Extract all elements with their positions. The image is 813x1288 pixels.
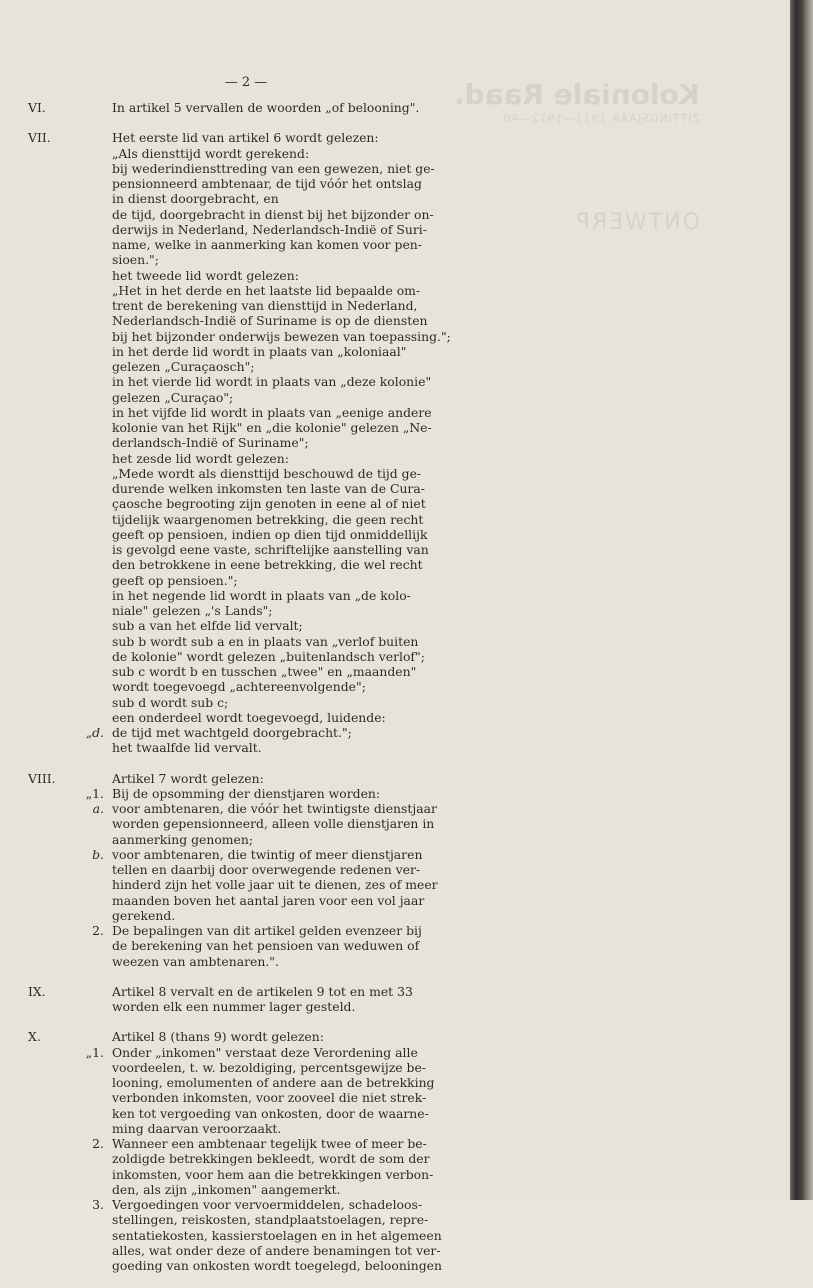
item-text — [112, 130, 451, 725]
text-line: wordt toegevoegd „achtereenvolgende"; — [112, 679, 366, 695]
text-line: Wanneer een ambtenaar tegelijk twee of meer be- — [112, 1136, 427, 1151]
section-item — [28, 740, 428, 755]
text-line: niale" gelezen „'s Lands"; — [112, 603, 273, 618]
text-line: inkomsten, voor hem aan die betrekkingen verbon- — [112, 1166, 434, 1182]
text-line: in het vierde lid wordt in plaats van „deze kolonie" — [112, 374, 432, 390]
text-line: derlandsch-Indië of Suriname"; — [112, 435, 309, 451]
text-line: Artikel 8 vervalt en de artikelen 9 tot en met 33 — [112, 983, 413, 999]
section-item: 2. Wanneer een ambtenaar tegelijk twee of meer be- zoldigde betrekkingen bekleedt, wordt de som der inkomsten, voor hem aan die betrekkingen verbon- den, als zijn „inkomen" aangemerkt. — [28, 1136, 428, 1197]
text-line: worden elk een nummer lager gesteld. — [112, 999, 356, 1014]
text-line: sub b wordt sub a en in plaats van „verlof buiten — [112, 633, 419, 649]
text-line: „Als diensttijd wordt gerekend: — [112, 145, 310, 161]
section-item — [28, 771, 428, 786]
text-line: bij wederindiensttreding van een gewezen, niet ge- — [112, 160, 435, 176]
text-line: in het negende lid wordt in plaats van „de kolo- — [112, 587, 411, 603]
article-section — [28, 100, 428, 115]
section-number: VI. — [28, 100, 46, 115]
text-line: in het derde lid wordt in plaats van „koloniaal" — [112, 343, 407, 359]
text-line: de berekening van het pensioen van weduwen of — [112, 938, 420, 954]
text-line: kolonie van het Rijk" en „die kolonie" gelezen „Ne- — [112, 420, 432, 435]
text-line: het zesde lid wordt gelezen: — [112, 450, 289, 466]
section-number: VII. — [28, 130, 51, 146]
item-text — [112, 771, 417, 786]
text-line: sub d wordt sub c; — [112, 694, 229, 710]
bleed-through-draft: ONTWERP — [574, 210, 700, 235]
text-line: ken tot vergoeding van onkosten, door de waarne- — [112, 1105, 429, 1121]
text-line: bij het bijzonder onderwijs bewezen van toepassing."; — [112, 328, 451, 344]
text-line: hinderd zijn het volle jaar uit te dienen, zes of meer — [112, 877, 438, 893]
text-line: aanmerking genomen; — [112, 831, 254, 847]
section-item: 2. De bepalingen van dit artikel gelden evenzeer bij de berekening van het pensioen van weduwen of weezen van ambtenaren.". — [28, 923, 428, 969]
text-line: voordeelen, t. w. bezoldiging, percentsgewijze be- — [112, 1059, 426, 1075]
text-line: verbonden inkomsten, voor zooveel die niet strek- — [112, 1090, 427, 1106]
text-line: geeft op pensioen."; — [112, 572, 238, 588]
text-line: Vergoedingen voor vervoermiddelen, schadeloos- — [112, 1197, 423, 1212]
text-line: het twaalfde lid vervalt. — [112, 740, 262, 756]
text-line: de tijd, doorgebracht in dienst bij het bijzonder on- — [112, 206, 434, 222]
text-line: ming daarvan veroorzaakt. — [112, 1120, 282, 1136]
text-line: de tijd met wachtgeld doorgebracht."; — [112, 725, 352, 740]
item-text — [112, 801, 437, 847]
text-line: „Mede wordt als diensttijd beschouwd de tijd ge- — [112, 465, 422, 481]
text-line: tijdelijk waargenomen betrekking, die geen recht — [112, 511, 424, 527]
text-line: stellingen, reiskosten, standplaatstoelagen, repre- — [112, 1212, 429, 1228]
article-section — [28, 1029, 442, 1273]
text-line: het tweede lid wordt gelezen: — [112, 267, 299, 283]
article-section — [28, 130, 451, 756]
text-line: een onderdeel wordt toegevoegd, luidende: — [112, 709, 386, 725]
item-text — [112, 1197, 442, 1273]
text-line: Bij de opsomming der dienstjaren worden: — [112, 785, 381, 801]
text-line: Artikel 7 wordt gelezen: — [112, 770, 264, 786]
text-line: looning, emolumenten of andere aan de betrekking — [112, 1075, 435, 1090]
text-line: voor ambtenaren, die twintig of meer dienstjaren — [112, 846, 423, 862]
item-text — [112, 725, 417, 740]
text-line: den, als zijn „inkomen" aangemerkt. — [112, 1181, 341, 1197]
section-number: VIII. — [28, 770, 56, 786]
document-body — [28, 100, 451, 1288]
text-line: gelezen „Curaçaosch"; — [112, 359, 255, 374]
text-line: Het eerste lid van artikel 6 wordt gelezen: — [112, 130, 379, 146]
item-text — [112, 100, 420, 115]
text-line: In artikel 5 vervallen de woorden „of belooning". — [112, 100, 420, 115]
section-number: X. — [28, 1029, 41, 1045]
text-line: voor ambtenaren, die vóór het twintigste dienstjaar — [112, 801, 437, 816]
text-line: sub a van het elfde lid vervalt; — [112, 618, 303, 634]
text-line: sub c wordt b en tusschen „twee" en „maanden" — [112, 664, 417, 679]
item-text — [112, 923, 422, 969]
item-text — [112, 1029, 417, 1044]
item-text — [112, 1044, 435, 1137]
text-line: tellen en daarbij door overwegende redenen ver- — [112, 862, 421, 877]
section-item: „1. Bij de opsomming der dienstjaren worden: — [28, 786, 428, 801]
item-text — [112, 846, 438, 923]
bleed-through-subtitle: ZITTINGSJAAR 1911—1912—40. — [497, 112, 700, 125]
section-item: b. voor ambtenaren, die twintig of meer dienstjaren tellen en daarbij door overwegende redenen ver- hinderd zijn het volle jaar uit te dienen, zes of meer maanden boven het aantal jaren voor een vol jaar gerekend. — [28, 847, 428, 923]
item-text — [112, 740, 417, 755]
text-line: worden gepensionneerd, alleen volle dienstjaren in — [112, 816, 435, 832]
bleed-through-title: Koloniale Raad. — [453, 78, 700, 111]
section-item: 3. Vergoedingen voor vervoermiddelen, schadeloos- stellingen, reiskosten, standplaatstoelagen, repre- sentatiekosten, kassierstoelagen en in het algemeen alles, wat onder deze of andere benamingen tot ver- goeding van onkosten wordt toegelegd, belooningen — [28, 1197, 428, 1273]
text-line: is gevolgd eene vaste, schriftelijke aanstelling van — [112, 542, 429, 557]
section-item: a. voor ambtenaren, die vóór het twintigste dienstjaar worden gepensionneerd, alleen volle dienstjaren in aanmerking genomen; — [28, 801, 428, 847]
text-line: sentatiekosten, kassierstoelagen en in het algemeen — [112, 1227, 442, 1243]
section-item — [28, 1029, 428, 1044]
text-line: goeding van onkosten wordt toegelegd, belooningen — [112, 1258, 442, 1273]
section-number: IX. — [28, 983, 46, 999]
text-line: Artikel 8 (thans 9) wordt gelezen: — [112, 1029, 324, 1045]
text-line: durende welken inkomsten ten laste van de Cura- — [112, 481, 425, 496]
text-line: sioen."; — [112, 252, 159, 268]
section-item — [28, 100, 428, 115]
section-number — [28, 740, 112, 755]
text-line: in het vijfde lid wordt in plaats van „eenige andere — [112, 404, 432, 420]
text-line: in dienst doorgebracht, en — [112, 191, 279, 207]
text-line: gelezen „Curaçao"; — [112, 389, 234, 405]
text-line: de kolonie" wordt gelezen „buitenlandsch verlof"; — [112, 648, 425, 664]
text-line: alles, wat onder deze of andere benamingen tot ver- — [112, 1242, 441, 1258]
text-line: çaosche begrooting zijn genoten in eene al of niet — [112, 496, 426, 512]
text-line: maanden boven het aantal jaren voor een vol jaar — [112, 892, 425, 908]
section-item — [28, 130, 451, 725]
text-line: Nederlandsch-Indië of Suriname is op de diensten — [112, 313, 428, 329]
text-line: weezen van ambtenaren.". — [112, 953, 279, 969]
item-text — [112, 1136, 434, 1197]
page-number: — 2 — — [224, 75, 268, 90]
text-line: name, welke in aanmerking kan komen voor pen- — [112, 237, 422, 252]
text-line: trent de berekening van diensttijd in Nederland, — [112, 298, 418, 313]
section-item: „d. de tijd met wachtgeld doorgebracht."; — [28, 725, 428, 740]
text-line: derwijs in Nederland, Nederlandsch-Indië of Suri- — [112, 221, 427, 237]
text-line: den betrokkene in eene betrekking, die wel recht — [112, 557, 423, 573]
text-line: geeft op pensioen, indien op dien tijd onmiddellijk — [112, 526, 428, 542]
text-line: zoldigde betrekkingen bekleedt, wordt de som der — [112, 1151, 430, 1167]
article-section — [28, 984, 428, 1015]
article-section — [28, 770, 438, 969]
item-text — [112, 786, 417, 801]
text-line: pensionneerd ambtenaar, de tijd vóór het ontslag — [112, 176, 422, 191]
text-line: gerekend. — [112, 907, 176, 923]
text-line: De bepalingen van dit artikel gelden evenzeer bij — [112, 923, 422, 938]
page-edge-binding — [790, 0, 813, 1200]
item-text — [112, 984, 417, 1015]
section-item — [28, 984, 428, 1015]
text-line: Onder „inkomen" verstaat deze Verordening alle — [112, 1044, 418, 1060]
text-line: „Het in het derde en het laatste lid bepaalde om- — [112, 282, 421, 298]
section-item: „1. Onder „inkomen" verstaat deze Verordening alle voordeelen, t. w. bezoldiging, percentsgewijze be- looning, emolumenten of andere aan de betrekking verbonden inkomsten, voor zooveel die niet strek- ken tot vergoeding van onkosten, door de waarne- ming daarvan veroorzaakt. — [28, 1045, 428, 1137]
